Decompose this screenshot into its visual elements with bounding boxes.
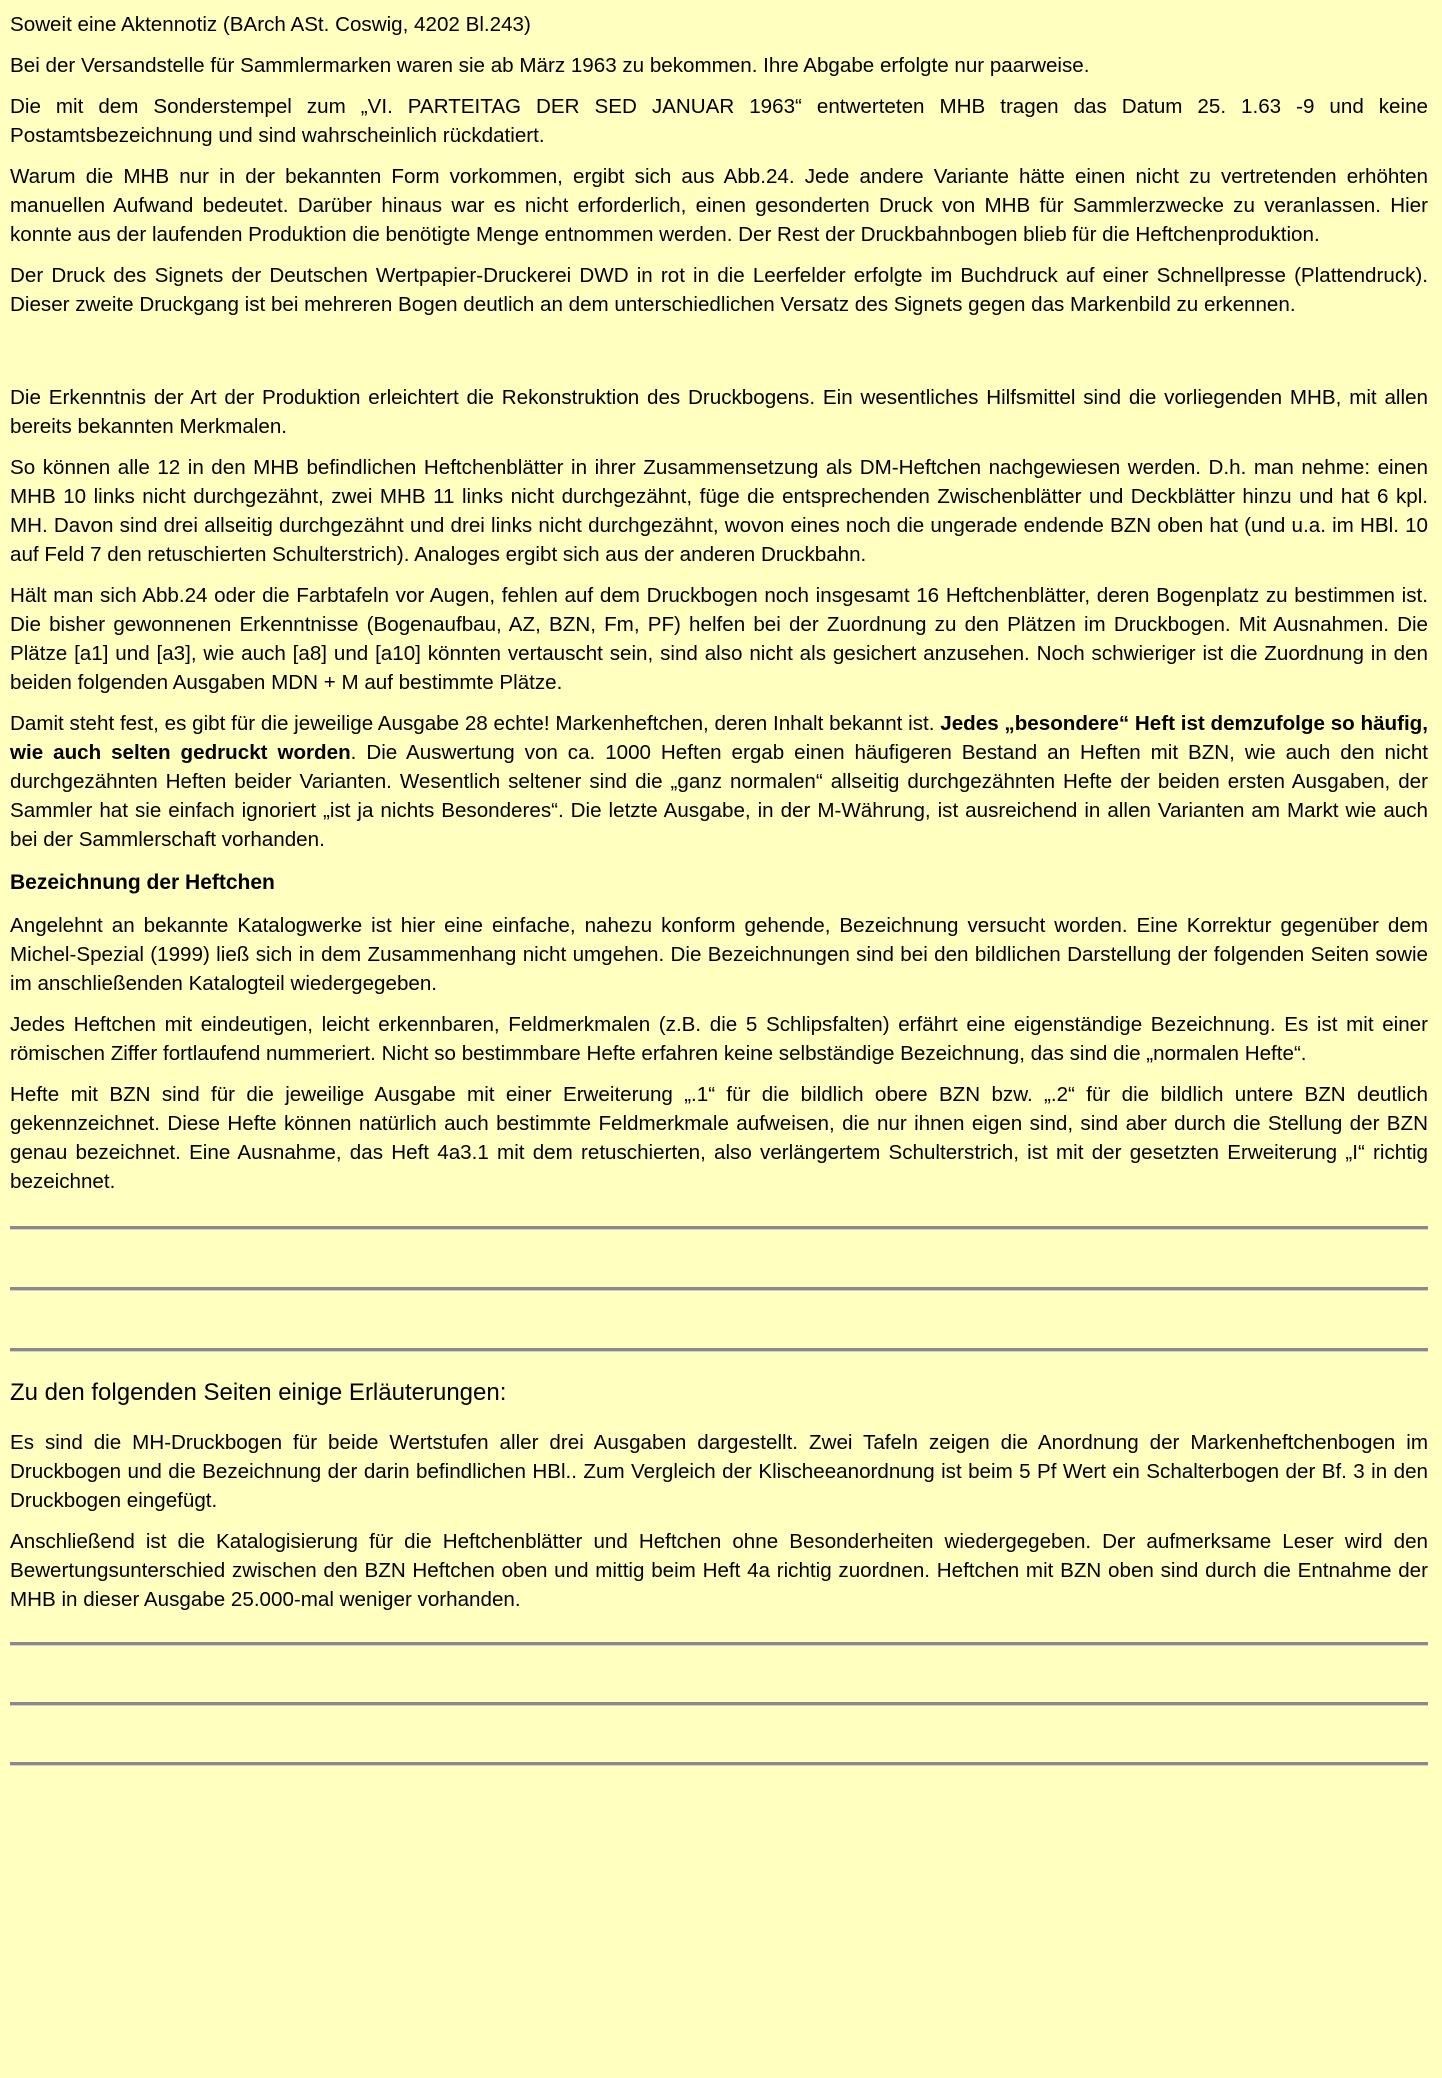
paragraph-text: Damit steht fest, es gibt für die jeweilige Ausgabe 28 echte! Markenheftchen, deren Inhalt bekannt ist. — [10, 712, 941, 735]
paragraph-mhb-form: Warum die MHB nur in der bekannten Form vorkommen, ergibt sich aus Abb.24. Jede andere Variante hätte einen nicht zu vertretenden erhöhten manuellen Aufwand bedeutet. Darüber hinaus war es nicht erforderlich, einen gesonderten Druck von MHB für Sammlerzwecke zu veranlassen. Hier konnte aus der laufenden Produktion die benötigte Menge entnommen werden. Der Rest der Druckbahnbogen blieb für die Heftchenproduktion. — [10, 165, 1428, 246]
paragraph-versandstelle: Bei der Versandstelle für Sammlermarken waren sie ab März 1963 zu bekommen. Ihre Abgabe erfolgte nur paarweise. — [10, 54, 1090, 77]
horizontal-rule — [10, 1226, 1428, 1230]
paragraph-feldmerkmale: Jedes Heftchen mit eindeutigen, leicht erkennbaren, Feldmerkmalen (z.B. die 5 Schlipsfalten) erfährt eine eigenständige Bezeichnung. Es ist mit einer römischen Ziffer fortlaufend nummeriert. Nicht so bestimmbare Hefte erfahren keine selbständige Bezeichnung, das sind die „normalen Hefte“. — [10, 1013, 1428, 1065]
horizontal-rule — [10, 1702, 1428, 1706]
paragraph-sonderstempel: Die mit dem Sonderstempel zum „VI. PARTEITAG DER SED JANUAR 1963“ entwerteten MHB tragen das Datum 25. 1.63 -9 und keine Postamtsbezeichnung und sind wahrscheinlich rückdatiert. — [10, 95, 1428, 147]
section-heading-erlaeuterungen: Zu den folgenden Seiten einige Erläuterungen: — [10, 1379, 507, 1406]
horizontal-rule — [10, 1642, 1428, 1646]
paragraph-rekonstruktion: Die Erkenntnis der Art der Produktion erleichtert die Rekonstruktion des Druckbogens. Ein wesentliches Hilfsmittel sind die vorliegenden MHB, mit allen bereits bekannten Merkmalen. — [10, 386, 1428, 438]
spacer — [10, 331, 1428, 383]
paragraph-bzn-erweiterung: Hefte mit BZN sind für die jeweilige Ausgabe mit einer Erweiterung „.1“ für die bildlich obere BZN bzw. „.2“ für die bildlich untere BZN deutlich gekennzeichnet. Diese Hefte können natürlich auch bestimmte Feldmerkmale aufweisen, die nur ihnen eigen sind, sind aber durch die Stellung der BZN genau bezeichnet. Eine Ausnahme, das Heft 4a3.1 mit dem retuschierten, also verlängertem Schulterstrich, ist mit der gesetzten Erweiterung „I“ richtig bezeichnet. — [10, 1083, 1428, 1193]
horizontal-rule — [10, 1348, 1428, 1352]
divider-lines-top — [10, 1226, 1428, 1352]
paragraph-text: . Die Auswertung von ca. 1000 Heften ergab einen häufigeren Bestand an Heften mit BZN, wie auch den nicht durchgezähnten Heften beider Varianten. Wesentlich seltener sind die „ganz normalen“ allseitig durchgezähnten Hefte der beiden ersten Ausgaben, der Sammler hat sie einfach ignoriert „ist ja nichts Besonderes“. Die letzte Ausgabe, in der M-Währung, ist ausreichend in allen Varianten am Markt wie auch bei der Sammlerschaft vorhanden. — [10, 741, 1429, 851]
horizontal-rule — [10, 1762, 1428, 1766]
paragraph-aktennotiz: Soweit eine Aktennotiz (BArch ASt. Coswig, 4202 Bl.243) — [10, 13, 531, 36]
section-heading-bezeichnung: Bezeichnung der Heftchen — [10, 871, 275, 894]
paragraph-katalogisierung: Anschließend ist die Katalogisierung für die Heftchenblätter und Heftchen ohne Besonderheiten wiedergegeben. Der aufmerksame Leser wird den Bewertungsunterschied zwischen den BZN Heftchen oben und mittig beim Heft 4a richtig zuordnen. Heftchen mit BZN oben sind durch die Entnahme der MHB in dieser Ausgabe 25.000-mal weniger vorhanden. — [10, 1530, 1428, 1611]
paragraph-mh-druckbogen: Es sind die MH-Druckbogen für beide Wertstufen aller drei Ausgaben dargestellt. Zwei Tafeln zeigen die Anordnung der Markenheftchenbogen im Druckbogen und die Bezeichnung der darin befindlichen HBl.. Zum Vergleich der Klischeeanordnung ist beim 5 Pf Wert ein Schalterbogen der Bf. 3 in den Druckbogen eingefügt. — [10, 1431, 1428, 1512]
paragraph-heftchenblaetter: So können alle 12 in den MHB befindlichen Heftchenblätter in ihrer Zusammensetzung als DM-Heftchen nachgewiesen werden. D.h. man nehme: einen MHB 10 links nicht durchgezähnt, zwei MHB 11 links nicht durchgezähnt, füge die entsprechenden Zwischenblätter und Deckblätter hinzu und hat 6 kpl. MH. Davon sind drei allseitig durchgezähnt und drei links nicht durchgezähnt, wovon eines noch die ungerade endende BZN oben hat (und u.a. im HBl. 10 auf Feld 7 den retuschierten Schulterstrich). Analoges ergibt sich aus der anderen Druckbahn. — [10, 456, 1428, 566]
emphasis-text: Jedes „besondere“ Heft ist demzufolge so häufig, wie auch selten gedruckt worden — [10, 712, 1428, 764]
horizontal-rule — [10, 1287, 1428, 1291]
divider-lines-bottom — [10, 1642, 1428, 1766]
paragraph-druckbogen-plaetze: Hält man sich Abb.24 oder die Farbtafeln vor Augen, fehlen auf dem Druckbogen noch insgesamt 16 Heftchenblätter, deren Bogenplatz zu bestimmen ist. Die bisher gewonnenen Erkenntnisse (Bogenaufbau, AZ, BZN, Fm, PF) helfen bei der Zuordnung zu den Plätzen im Druckbogen. Mit Ausnahmen. Die Plätze [a1] und [a3], wie auch [a8] und [a10] könnten vertauscht sein, sind also nicht als gesichert anzusehen. Noch schwieriger ist die Zuordnung in den beiden folgenden Ausgaben MDN + M auf bestimmte Plätze. — [10, 584, 1428, 694]
paragraph-28-markenheftchen — [10, 709, 1428, 854]
paragraph-signet-druck: Der Druck des Signets der Deutschen Wertpapier-Druckerei DWD in rot in die Leerfelder erfolgte im Buchdruck auf einer Schnellpresse (Plattendruck). Dieser zweite Druckgang ist bei mehreren Bogen deutlich an dem unterschiedlichen Versatz des Signets gegen das Markenbild zu erkennen. — [10, 264, 1428, 316]
paragraph-katalogwerke: Angelehnt an bekannte Katalogwerke ist hier eine einfache, nahezu konform gehende, Bezeichnung versucht worden. Eine Korrektur gegenüber dem Michel-Spezial (1999) ließ sich in dem Zusammenhang nicht umgehen. Die Bezeichnungen sind bei den bildlichen Darstellung der folgenden Seiten sowie im anschließenden Katalogteil wiedergegeben. — [10, 914, 1428, 995]
